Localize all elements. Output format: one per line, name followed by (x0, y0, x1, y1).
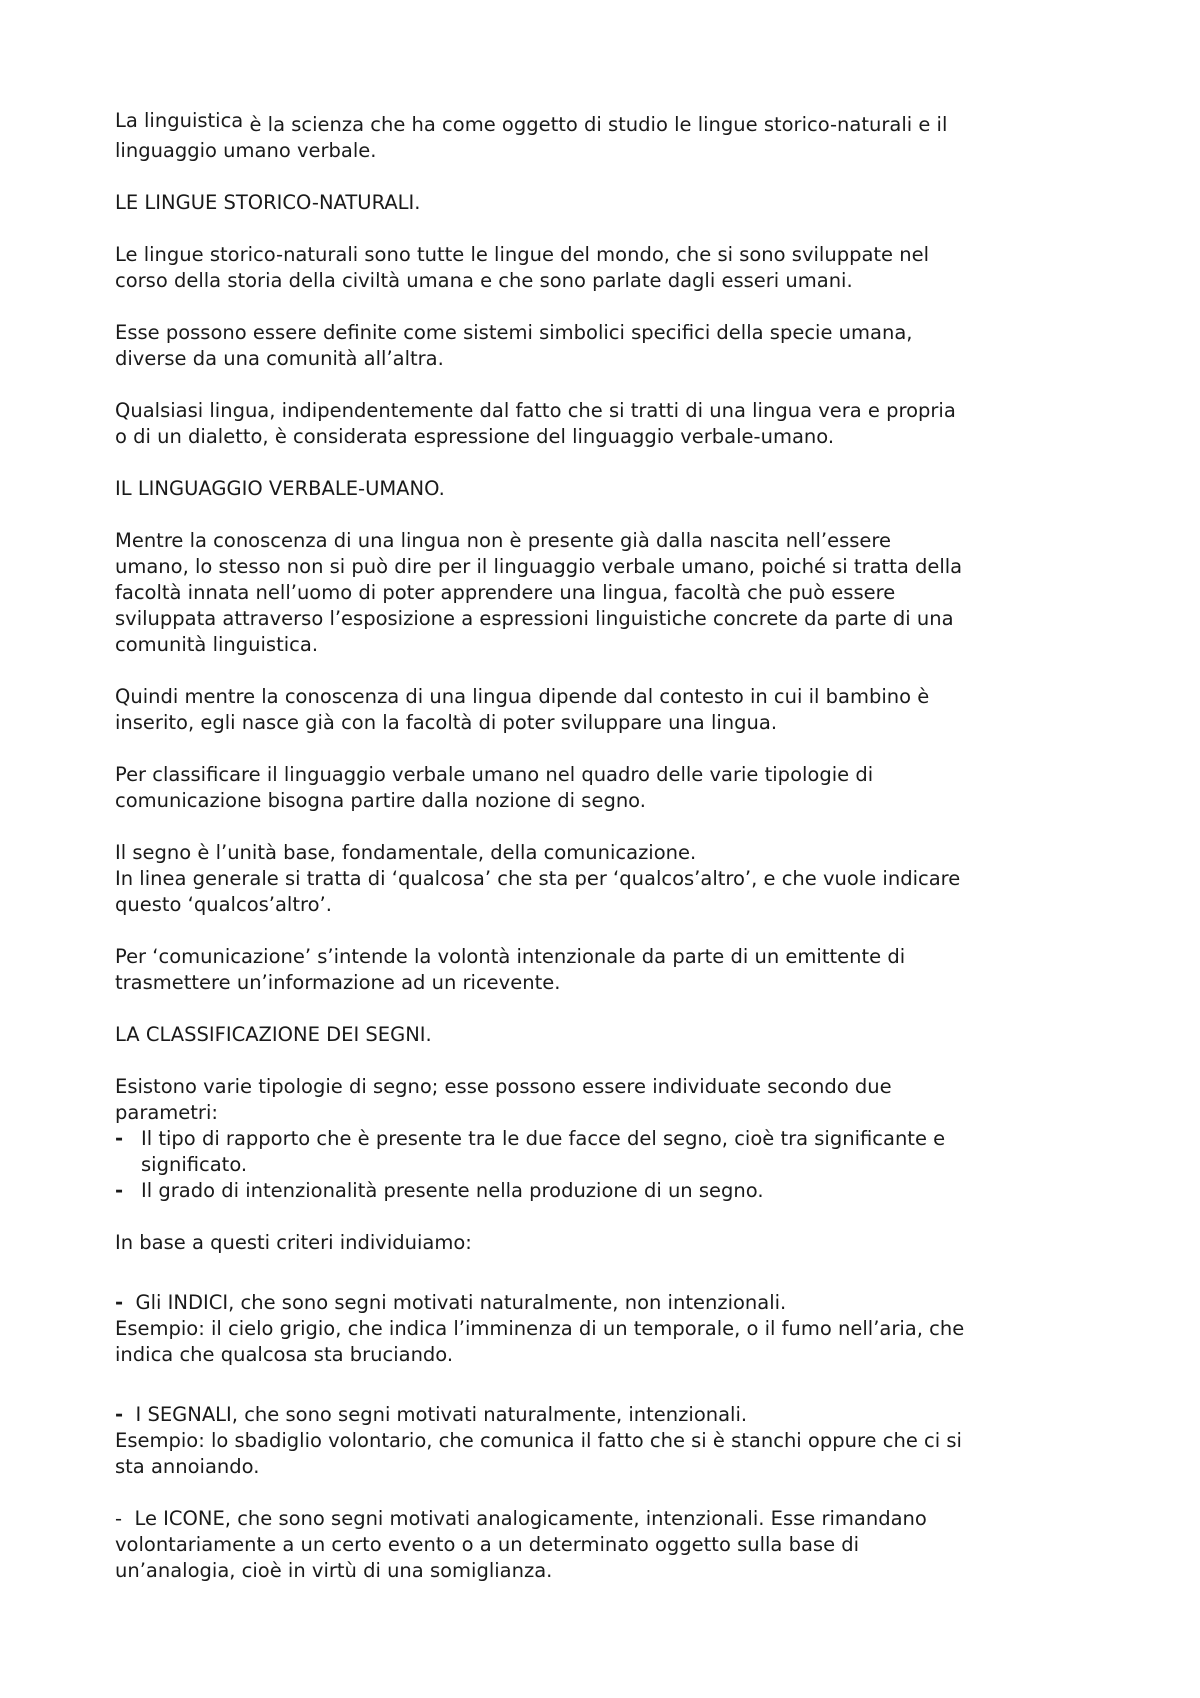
sign-type-icone (115, 1506, 1105, 1584)
sign-type-segnali (115, 1402, 1105, 1480)
paragraph-line: comunicazione bisogna partire dalla nozione di segno. (115, 789, 646, 812)
sign-type-title-text: I SEGNALI, che sono segni motivati naturalmente, intenzionali. (135, 1403, 748, 1426)
intro-term: La linguistica (115, 109, 244, 132)
paragraph-line: Per ‘comunicazione’ s’intende la volontà intenzionale da parte di un emittente di (115, 945, 906, 968)
paragraph (115, 762, 1105, 814)
spacer (115, 1394, 1105, 1402)
dash-bullet-icon: - (115, 1179, 124, 1202)
paragraph-line: Qualsiasi lingua, indipendentemente dal fatto che si tratti di una lingua vera e propria (115, 399, 956, 422)
example-line: volontariamente a un certo evento o a un determinato oggetto sulla base di (115, 1533, 860, 1556)
paragraph-line: questo ‘qualcos’altro’. (115, 893, 332, 916)
paragraph-line: Esistono varie tipologie di segno; esse possono essere individuate secondo due (115, 1075, 892, 1098)
paragraph-with-list (115, 1074, 1105, 1204)
list-item (115, 1126, 1105, 1178)
intro-line-1 (115, 109, 1105, 138)
example-line: sta annoiando. (115, 1455, 260, 1478)
spacer (115, 1282, 1105, 1290)
intro-line-2: linguaggio umano verbale. (115, 139, 377, 162)
criteria-line: In base a questi criteri individuiamo: (115, 1231, 472, 1254)
paragraph (115, 242, 1105, 294)
paragraph-line: o di un dialetto, è considerata espressione del linguaggio verbale-umano. (115, 425, 835, 448)
paragraph (115, 840, 1105, 918)
dash-bullet-icon: - (115, 1127, 124, 1150)
paragraph-line: inserito, egli nasce già con la facoltà di poter sviluppare una lingua. (115, 711, 778, 734)
sign-type-title (115, 1290, 1105, 1316)
paragraph-line: corso della storia della civiltà umana e che sono parlate dagli esseri umani. (115, 269, 853, 292)
list-item-line: significato. (141, 1153, 248, 1176)
paragraph-line: parametri: (115, 1101, 218, 1124)
paragraph-line: sviluppata attraverso l’esposizione a espressioni linguistiche concrete da parte di una (115, 607, 954, 630)
paragraph-line: Le lingue storico-naturali sono tutte le lingue del mondo, che si sono sviluppate nel (115, 243, 930, 266)
example-line: Esempio: lo sbadiglio volontario, che comunica il fatto che si è stanchi oppure che ci si (115, 1429, 962, 1452)
document-body (115, 109, 1105, 1610)
example-line: Esempio: il cielo grigio, che indica l’imminenza di un temporale, o il fumo nell’aria, che (115, 1317, 965, 1340)
paragraph-line: In linea generale si tratta di ‘qualcosa’ che sta per ‘qualcos’altro’, e che vuole indicare (115, 867, 961, 890)
dash-bullet-icon: - (115, 1291, 124, 1314)
dash-bullet-icon: - (115, 1403, 124, 1426)
intro-line-1-rest: è la scienza che ha come oggetto di studio le lingue storico-naturali e il (243, 113, 948, 136)
sign-type-title-text: Gli INDICI, che sono segni motivati naturalmente, non intenzionali. (135, 1291, 787, 1314)
sign-type-title-text: Le ICONE, che sono segni motivati analogicamente, intenzionali. Esse rimandano (134, 1507, 927, 1530)
sign-type-title (115, 1402, 1105, 1428)
paragraph-line: diverse da una comunità all’altra. (115, 347, 444, 370)
paragraph-line: facoltà innata nell’uomo di poter apprendere una lingua, facoltà che può essere (115, 581, 896, 604)
example-line: indica che qualcosa sta bruciando. (115, 1343, 454, 1366)
paragraph (115, 1230, 1105, 1256)
list-item-line: Il tipo di rapporto che è presente tra le due facce del segno, cioè tra significante e (141, 1127, 946, 1150)
paragraph-line: Mentre la conoscenza di una lingua non è presente già dalla nascita nell’essere (115, 529, 891, 552)
paragraph-line: Quindi mentre la conoscenza di una lingua dipende dal contesto in cui il bambino è (115, 685, 930, 708)
paragraph-line: Esse possono essere definite come sistemi simbolici specifici della specie umana, (115, 321, 913, 344)
section-heading-lingue: LE LINGUE STORICO-NATURALI. (115, 191, 421, 214)
dash-bullet-icon: - (115, 1507, 129, 1530)
paragraph-line: trasmettere un’informazione ad un ricevente. (115, 971, 561, 994)
example-line: un’analogia, cioè in virtù di una somiglianza. (115, 1559, 553, 1582)
sign-type-indici (115, 1290, 1105, 1368)
sign-type-title (115, 1506, 1105, 1532)
paragraph-line: umano, lo stesso non si può dire per il linguaggio verbale umano, poiché si tratta della (115, 555, 963, 578)
intro-paragraph (115, 109, 1105, 164)
paragraph (115, 398, 1105, 450)
paragraph-line: comunità linguistica. (115, 633, 319, 656)
section-heading-linguaggio: IL LINGUAGGIO VERBALE-UMANO. (115, 477, 445, 500)
paragraph-line: Il segno è l’unità base, fondamentale, della comunicazione. (115, 841, 697, 864)
section-heading-classificazione: LA CLASSIFICAZIONE DEI SEGNI. (115, 1023, 432, 1046)
paragraph (115, 528, 1105, 658)
list-item (115, 1178, 1105, 1204)
paragraph-line: Per classificare il linguaggio verbale umano nel quadro delle varie tipologie di (115, 763, 874, 786)
paragraph (115, 944, 1105, 996)
paragraph (115, 320, 1105, 372)
list-item-line: Il grado di intenzionalità presente nella produzione di un segno. (141, 1179, 764, 1202)
paragraph (115, 684, 1105, 736)
